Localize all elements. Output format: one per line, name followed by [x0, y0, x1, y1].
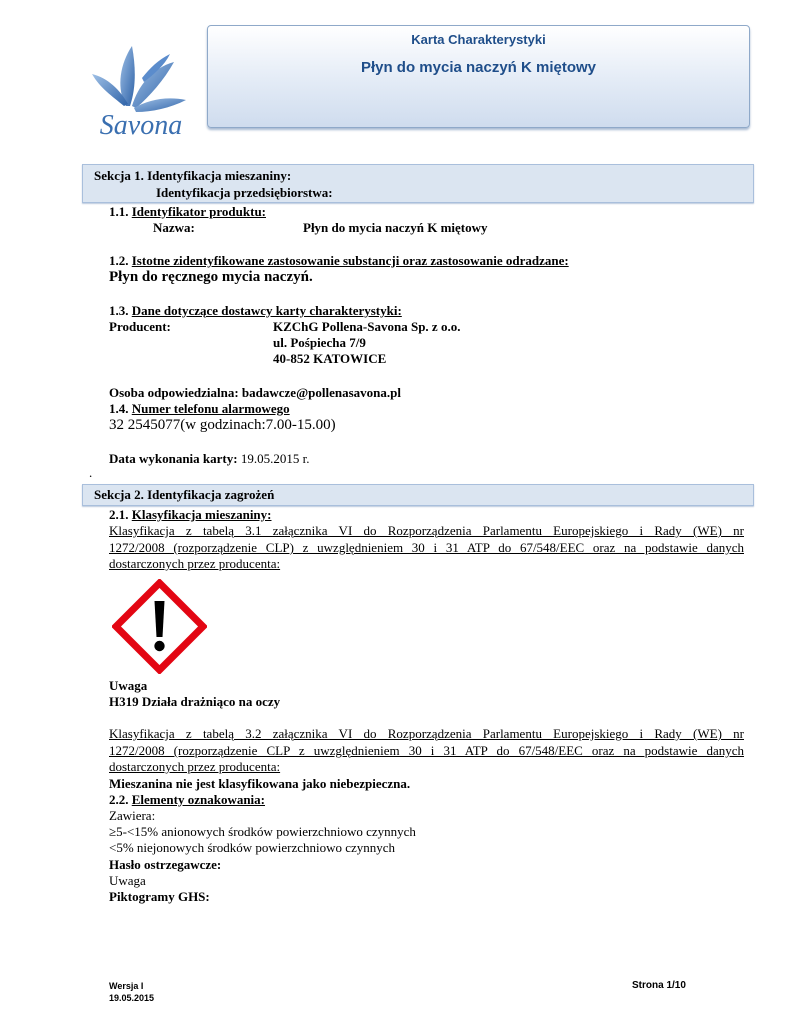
ingredient-line: ≥5-<15% anionowych środków powierzchniowo czynnych	[109, 824, 416, 839]
classification-text-2-line3: dostarczonych przez producenta:	[109, 759, 281, 774]
subsection-title: Klasyfikacja mieszaniny:	[131, 507, 272, 522]
producer-city: 40-852 KATOWICE	[273, 351, 387, 366]
subsection-number: 2.1.	[109, 507, 129, 522]
product-name-label: Nazwa:	[153, 220, 195, 235]
sheet-date	[109, 451, 309, 467]
subsection-1-3-heading	[109, 303, 402, 319]
ghs07-exclamation-icon	[112, 579, 207, 674]
version-label: Wersja I	[109, 981, 144, 991]
section1-title: Sekcja 1. Identyfikacja mieszaniny:	[94, 168, 292, 183]
section1-header	[82, 164, 754, 203]
producer-name: KZChG Pollena-Savona Sp. z o.o.	[273, 319, 461, 334]
subsection-2-1-heading	[109, 507, 272, 523]
producer-label: Producent:	[109, 319, 171, 334]
subsection-1-2-heading	[109, 253, 569, 269]
classification-text-1-line3: dostarczonych przez producenta:	[109, 556, 281, 571]
subsection-title: Numer telefonu alarmowego	[131, 401, 290, 416]
section1-subtitle: Identyfikacja przedsiębiorstwa:	[156, 185, 333, 200]
responsible-person	[109, 385, 401, 401]
ghs-pictograms-label: Piktogramy GHS:	[109, 889, 210, 904]
contains-label: Zawiera:	[109, 808, 156, 823]
logo-wordmark: Savona	[99, 110, 183, 138]
subsection-title: Dane dotyczące dostawcy karty charakterystyki:	[131, 303, 402, 318]
document-type-title: Karta Charakterystyki	[411, 32, 546, 47]
subsection-number: 1.4.	[109, 401, 129, 416]
signal-word-1: Uwaga	[109, 678, 148, 693]
product-name-value: Płyn do mycia naczyń K miętowy	[303, 220, 488, 235]
subsection-1-4-heading	[109, 401, 290, 417]
subsection-title: Elementy oznakowania:	[131, 792, 265, 807]
subsection-number: 1.1.	[109, 204, 129, 219]
sheet-date-label: Data wykonania karty:	[109, 451, 238, 466]
responsible-person-email[interactable]: badawcze@pollenasavona.pl	[241, 385, 402, 400]
section2-header	[82, 484, 754, 506]
footer-version	[109, 980, 154, 1004]
sheet-date-value: 19.05.2015 r.	[240, 451, 310, 466]
subsection-title: Istotne zidentyfikowane zastosowanie substancji oraz zastosowanie odradzane:	[131, 253, 569, 268]
emergency-phone: 32 2545077(w godzinach:7.00-15.00)	[109, 417, 336, 433]
stray-dot: .	[89, 465, 93, 480]
producer-street: ul. Pośpiecha 7/9	[273, 335, 366, 350]
flower-logo-icon	[86, 38, 196, 138]
subsection-1-1-heading	[109, 204, 266, 220]
subsection-number: 1.2.	[109, 253, 129, 268]
product-title: Płyn do mycia naczyń K miętowy	[360, 59, 597, 76]
subsection-2-2-heading	[109, 792, 265, 808]
intended-use: Płyn do ręcznego mycia naczyń.	[109, 269, 313, 285]
not-classified-statement: Mieszanina nie jest klasyfikowana jako niebezpieczna.	[109, 776, 411, 791]
subsection-title: Identyfikator produktu:	[131, 204, 266, 219]
signal-word-value: Uwaga	[109, 873, 146, 888]
version-date: 19.05.2015	[109, 993, 155, 1003]
savona-logo	[86, 38, 196, 138]
document-header	[207, 25, 750, 128]
classification-text-1-line1: Klasyfikacja z tabelą 3.1 załącznika VI do Rozporządzenia Parlamentu Europejskiego i Rady (WE) nr	[109, 523, 744, 538]
signal-word-label: Hasło ostrzegawcze:	[109, 857, 222, 872]
page-number: Strona 1/10	[632, 980, 686, 991]
responsible-person-label: Osoba odpowiedzialna:	[109, 385, 239, 400]
section2-title: Sekcja 2. Identyfikacja zagrożeń	[94, 487, 275, 502]
classification-text-2-line2: 1272/2008 (rozporządzenie CLP z uwzględnieniem 30 i 31 ATP do 67/548/EEC oraz na podstawie danych	[109, 743, 744, 758]
subsection-number: 2.2.	[109, 792, 129, 807]
subsection-number: 1.3.	[109, 303, 129, 318]
ingredient-line: <5% niejonowych środków powierzchniowo czynnych	[109, 840, 396, 855]
hazard-statement: H319 Działa drażniąco na oczy	[109, 694, 281, 709]
classification-text-1-line2: 1272/2008 (rozporządzenie CLP) z uwzględnieniem 30 i 31 ATP do 67/548/EEC oraz na podstawie danych	[109, 540, 744, 555]
classification-text-2-line1: Klasyfikacja z tabelą 3.2 załącznika VI do Rozporządzenia Parlamentu Europejskiego i Rady (WE) nr	[109, 726, 744, 741]
